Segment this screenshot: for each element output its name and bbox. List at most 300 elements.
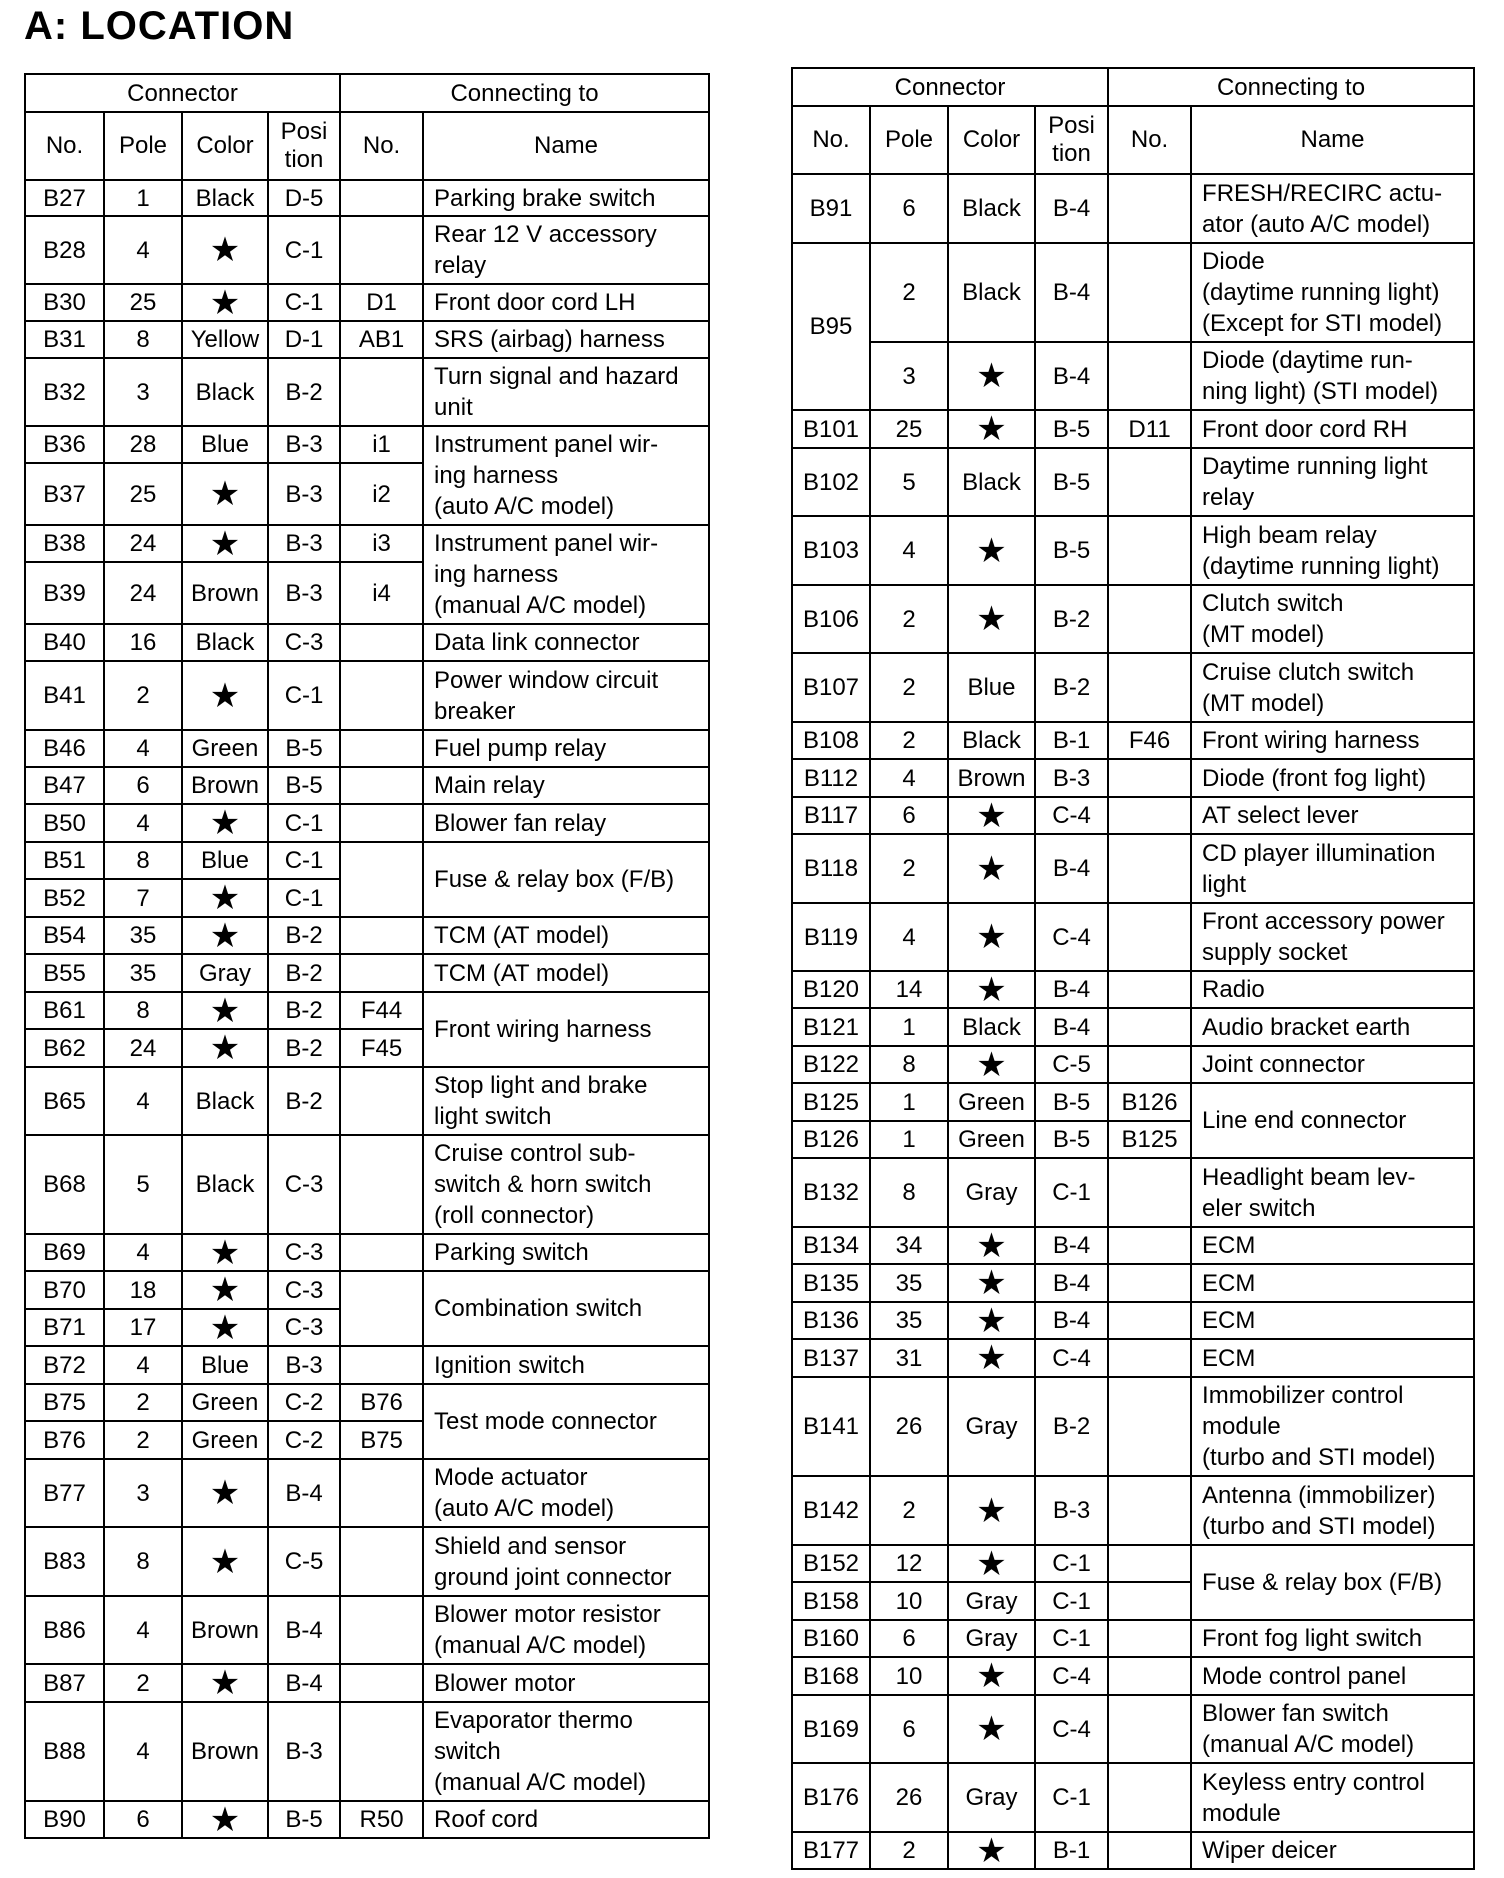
table-row (792, 971, 1474, 1008)
table-row (792, 1083, 1474, 1121)
color-cell: Brown (182, 767, 268, 804)
connecting-name-cell: Ignition switch (423, 1346, 709, 1384)
position-cell: C-3 (268, 1135, 340, 1234)
connecting-no-cell (1108, 834, 1191, 903)
table-row (25, 730, 709, 767)
color-cell: Brown (182, 1702, 268, 1801)
connecting-no-cell (340, 730, 423, 767)
connector-no-cell: B88 (25, 1702, 104, 1801)
position-cell: C-4 (1035, 903, 1108, 971)
position-cell: B-2 (268, 1067, 340, 1135)
table-row (25, 767, 709, 804)
header-connector: Connector (792, 68, 1108, 106)
position-cell: B-4 (1035, 971, 1108, 1008)
table-row (792, 410, 1474, 448)
position-cell: B-2 (268, 917, 340, 954)
position-cell: B-2 (1035, 653, 1108, 722)
connecting-no-cell (1108, 1832, 1191, 1869)
connecting-no-cell (1108, 174, 1191, 243)
connecting-no-cell (1108, 903, 1191, 971)
connecting-no-cell (340, 1271, 423, 1346)
position-cell: B-4 (1035, 834, 1108, 903)
position-cell: B-3 (268, 562, 340, 624)
connecting-name-cell: Stop light and brake light switch (423, 1067, 709, 1135)
connecting-name-cell: SRS (airbag) harness (423, 321, 709, 358)
connecting-name-cell: Instrument panel wir- ing harness (auto A/C model) (423, 426, 709, 525)
color-cell: Gray (948, 1377, 1035, 1476)
connecting-name-cell: ECM (1191, 1339, 1474, 1377)
color-star-cell: ★ (948, 1339, 1035, 1377)
connector-no-cell: B141 (792, 1377, 870, 1476)
connecting-name-cell: Rear 12 V accessory relay (423, 216, 709, 284)
color-cell: Black (182, 180, 268, 216)
position-cell: C-1 (268, 661, 340, 730)
connecting-no-cell (1108, 342, 1191, 410)
position-cell: C-1 (1035, 1763, 1108, 1832)
connector-no-cell: B72 (25, 1346, 104, 1384)
color-star-cell: ★ (182, 463, 268, 525)
color-cell: Green (182, 1421, 268, 1459)
connector-no-cell: B39 (25, 562, 104, 624)
position-cell: B-3 (268, 525, 340, 562)
position-cell: C-4 (1035, 1695, 1108, 1763)
header-connector: Connector (25, 74, 340, 112)
connector-no-cell: B61 (25, 992, 104, 1029)
connecting-name-cell: ECM (1191, 1264, 1474, 1302)
connector-no-cell: B106 (792, 585, 870, 653)
connector-no-cell: B62 (25, 1029, 104, 1067)
connector-no-cell: B46 (25, 730, 104, 767)
color-cell: Gray (948, 1158, 1035, 1227)
connecting-no-cell: F45 (340, 1029, 423, 1067)
color-star-cell: ★ (948, 1046, 1035, 1083)
table-row (25, 358, 709, 426)
color-star-cell: ★ (948, 1302, 1035, 1339)
connecting-name-cell: Diode (front fog light) (1191, 759, 1474, 797)
position-cell: B-4 (268, 1664, 340, 1702)
table-row (792, 1046, 1474, 1083)
pole-cell: 12 (870, 1545, 948, 1582)
pole-cell: 4 (870, 759, 948, 797)
pole-cell: 3 (104, 1459, 182, 1527)
connector-table-right (791, 67, 1475, 1870)
header-name: Name (423, 112, 709, 180)
connecting-name-cell: Mode actuator (auto A/C model) (423, 1459, 709, 1527)
pole-cell: 8 (104, 842, 182, 879)
connecting-name-cell: Blower fan relay (423, 804, 709, 842)
position-cell: B-2 (1035, 1377, 1108, 1476)
table-row (792, 174, 1474, 243)
position-cell: B-5 (1035, 410, 1108, 448)
connector-no-cell: B69 (25, 1234, 104, 1271)
pole-cell: 8 (104, 1527, 182, 1596)
color-star-cell: ★ (948, 1695, 1035, 1763)
header-color: Color (948, 106, 1035, 174)
color-cell: Green (182, 730, 268, 767)
color-star-cell: ★ (182, 1527, 268, 1596)
pole-cell: 4 (104, 1346, 182, 1384)
connecting-no-cell (340, 624, 423, 661)
position-cell: B-3 (1035, 759, 1108, 797)
connecting-name-cell: Diode (daytime running light) (Except for STI model) (1191, 243, 1474, 342)
table-row (25, 216, 709, 284)
position-cell: B-2 (268, 1029, 340, 1067)
connecting-no-cell: i1 (340, 426, 423, 463)
position-cell: B-3 (268, 1702, 340, 1801)
connector-no-cell: B119 (792, 903, 870, 971)
color-star-cell: ★ (948, 516, 1035, 585)
connecting-no-cell (1108, 1264, 1191, 1302)
color-star-cell: ★ (182, 1801, 268, 1838)
connecting-no-cell (340, 1527, 423, 1596)
connecting-no-cell (340, 767, 423, 804)
pole-cell: 4 (104, 1067, 182, 1135)
connecting-no-cell (340, 358, 423, 426)
pole-cell: 24 (104, 562, 182, 624)
pole-cell: 35 (870, 1302, 948, 1339)
position-cell: C-1 (1035, 1545, 1108, 1582)
table-row (792, 1008, 1474, 1046)
color-star-cell: ★ (182, 992, 268, 1029)
connecting-no-cell: B126 (1108, 1083, 1191, 1121)
table-row (25, 1384, 709, 1421)
color-cell: Brown (182, 1596, 268, 1664)
connector-no-cell: B126 (792, 1121, 870, 1158)
connector-no-cell: B75 (25, 1384, 104, 1421)
table-row (792, 1545, 1474, 1582)
pole-cell: 5 (104, 1135, 182, 1234)
connecting-no-cell: D11 (1108, 410, 1191, 448)
table-row (792, 243, 1474, 342)
pole-cell: 4 (104, 1702, 182, 1801)
color-cell: Brown (182, 562, 268, 624)
connector-no-cell: B91 (792, 174, 870, 243)
pole-cell: 34 (870, 1227, 948, 1264)
color-star-cell: ★ (182, 917, 268, 954)
pole-cell: 26 (870, 1763, 948, 1832)
connector-no-cell: B68 (25, 1135, 104, 1234)
connecting-no-cell: B76 (340, 1384, 423, 1421)
color-cell: Gray (948, 1620, 1035, 1657)
header-color: Color (182, 112, 268, 180)
position-cell: B-5 (1035, 1121, 1108, 1158)
color-cell: Black (182, 1135, 268, 1234)
connecting-no-cell (340, 1702, 423, 1801)
color-star-cell: ★ (948, 585, 1035, 653)
header-pole: Pole (104, 112, 182, 180)
color-star-cell: ★ (182, 1309, 268, 1346)
connecting-no-cell (340, 1067, 423, 1135)
pole-cell: 4 (870, 903, 948, 971)
connecting-name-cell: ECM (1191, 1302, 1474, 1339)
color-cell: Blue (182, 842, 268, 879)
connecting-name-cell: Main relay (423, 767, 709, 804)
connecting-no-cell (1108, 1227, 1191, 1264)
pole-cell: 6 (870, 1695, 948, 1763)
table-row (792, 516, 1474, 585)
position-cell: B-2 (268, 954, 340, 992)
position-cell: C-1 (268, 879, 340, 917)
color-cell: Yellow (182, 321, 268, 358)
pole-cell: 18 (104, 1271, 182, 1309)
connecting-no-cell (1108, 516, 1191, 585)
connecting-no-cell (340, 1234, 423, 1271)
connector-no-cell: B54 (25, 917, 104, 954)
connector-no-cell: B27 (25, 180, 104, 216)
color-cell: Black (948, 243, 1035, 342)
pole-cell: 2 (104, 661, 182, 730)
connector-no-cell: B121 (792, 1008, 870, 1046)
color-star-cell: ★ (182, 1459, 268, 1527)
pole-cell: 4 (104, 1234, 182, 1271)
pole-cell: 6 (870, 797, 948, 834)
connecting-no-cell: F44 (340, 992, 423, 1029)
connector-no-cell: B40 (25, 624, 104, 661)
connector-no-cell: B90 (25, 1801, 104, 1838)
position-cell: B-5 (268, 1801, 340, 1838)
color-star-cell: ★ (948, 410, 1035, 448)
table-row (25, 1135, 709, 1234)
position-cell: B-3 (268, 426, 340, 463)
position-cell: C-5 (268, 1527, 340, 1596)
connector-no-cell: B71 (25, 1309, 104, 1346)
position-cell: B-4 (1035, 243, 1108, 342)
connecting-name-cell: Audio bracket earth (1191, 1008, 1474, 1046)
connecting-no-cell (1108, 1046, 1191, 1083)
position-cell: C-1 (268, 284, 340, 321)
color-star-cell: ★ (182, 1664, 268, 1702)
connecting-name-cell: Blower fan switch (manual A/C model) (1191, 1695, 1474, 1763)
connecting-no-cell: i2 (340, 463, 423, 525)
position-cell: B-2 (1035, 585, 1108, 653)
connecting-name-cell: Diode (daytime run- ning light) (STI model) (1191, 342, 1474, 410)
connecting-name-cell: TCM (AT model) (423, 917, 709, 954)
connector-no-cell: B65 (25, 1067, 104, 1135)
connecting-no-cell: D1 (340, 284, 423, 321)
connector-no-cell: B101 (792, 410, 870, 448)
position-cell: C-3 (268, 1234, 340, 1271)
connecting-name-cell: Fuse & relay box (F/B) (1191, 1545, 1474, 1620)
table-row (792, 1476, 1474, 1545)
pole-cell: 4 (104, 804, 182, 842)
color-star-cell: ★ (948, 1264, 1035, 1302)
position-cell: B-5 (268, 730, 340, 767)
color-star-cell: ★ (948, 1476, 1035, 1545)
connector-no-cell: B28 (25, 216, 104, 284)
table-row (25, 917, 709, 954)
table-row (25, 1346, 709, 1384)
connector-no-cell: B51 (25, 842, 104, 879)
position-cell: C-3 (268, 1271, 340, 1309)
connector-table-left (24, 73, 710, 1839)
connector-no-cell: B132 (792, 1158, 870, 1227)
connecting-no-cell (1108, 1339, 1191, 1377)
pole-cell: 10 (870, 1657, 948, 1695)
connecting-no-cell (340, 954, 423, 992)
table-row (792, 834, 1474, 903)
table-row (792, 1832, 1474, 1869)
position-cell: B-1 (1035, 1832, 1108, 1869)
connector-no-cell: B108 (792, 722, 870, 759)
pole-cell: 6 (104, 767, 182, 804)
position-cell: B-1 (1035, 722, 1108, 759)
connector-no-cell: B87 (25, 1664, 104, 1702)
connecting-name-cell: Test mode connector (423, 1384, 709, 1459)
pole-cell: 17 (104, 1309, 182, 1346)
connector-no-cell: B120 (792, 971, 870, 1008)
table-row (792, 903, 1474, 971)
pole-cell: 25 (104, 284, 182, 321)
pole-cell: 35 (870, 1264, 948, 1302)
position-cell: B-4 (1035, 174, 1108, 243)
header-no: No. (25, 112, 104, 180)
connecting-no-cell: i4 (340, 562, 423, 624)
pole-cell: 2 (870, 1832, 948, 1869)
connecting-name-cell: High beam relay (daytime running light) (1191, 516, 1474, 585)
color-star-cell: ★ (948, 1657, 1035, 1695)
pole-cell: 2 (870, 834, 948, 903)
color-star-cell: ★ (948, 971, 1035, 1008)
connector-no-cell: B169 (792, 1695, 870, 1763)
color-star-cell: ★ (948, 1227, 1035, 1264)
connecting-no-cell (1108, 1695, 1191, 1763)
position-cell: C-3 (268, 624, 340, 661)
table-row (25, 661, 709, 730)
connecting-name-cell: Cruise clutch switch (MT model) (1191, 653, 1474, 722)
color-star-cell: ★ (182, 1271, 268, 1309)
table-row (792, 585, 1474, 653)
position-cell: D-1 (268, 321, 340, 358)
connecting-name-cell: Immobilizer control module (turbo and STI model) (1191, 1377, 1474, 1476)
position-cell: C-4 (1035, 797, 1108, 834)
connecting-name-cell: Line end connector (1191, 1083, 1474, 1158)
connector-no-cell: B122 (792, 1046, 870, 1083)
connecting-no-cell (340, 842, 423, 917)
connector-no-cell: B125 (792, 1083, 870, 1121)
connector-no-cell: B31 (25, 321, 104, 358)
table-row (792, 653, 1474, 722)
pole-cell: 8 (104, 321, 182, 358)
connecting-name-cell: Instrument panel wir- ing harness (manual A/C model) (423, 525, 709, 624)
pole-cell: 1 (870, 1083, 948, 1121)
connecting-name-cell: Blower motor resistor (manual A/C model) (423, 1596, 709, 1664)
pole-cell: 24 (104, 525, 182, 562)
pole-cell: 6 (870, 1620, 948, 1657)
table-row (25, 525, 709, 562)
connecting-name-cell: AT select lever (1191, 797, 1474, 834)
position-cell: B-3 (268, 463, 340, 525)
connecting-no-cell (1108, 653, 1191, 722)
position-cell: C-5 (1035, 1046, 1108, 1083)
connector-no-cell: B47 (25, 767, 104, 804)
header-connecting-to: Connecting to (340, 74, 709, 112)
connecting-name-cell: Mode control panel (1191, 1657, 1474, 1695)
pole-cell: 28 (104, 426, 182, 463)
connecting-name-cell: Headlight beam lev- eler switch (1191, 1158, 1474, 1227)
position-cell: C-1 (1035, 1582, 1108, 1620)
connecting-name-cell: Front door cord LH (423, 284, 709, 321)
connector-no-cell: B168 (792, 1657, 870, 1695)
connecting-name-cell: Combination switch (423, 1271, 709, 1346)
color-cell: Blue (182, 426, 268, 463)
connector-no-cell: B55 (25, 954, 104, 992)
connecting-name-cell: CD player illumination light (1191, 834, 1474, 903)
position-cell: D-5 (268, 180, 340, 216)
table-row (25, 1271, 709, 1309)
connecting-no-cell (1108, 1302, 1191, 1339)
position-cell: C-1 (268, 216, 340, 284)
connecting-name-cell: ECM (1191, 1227, 1474, 1264)
page-title: A: LOCATION (24, 4, 295, 48)
position-cell: C-2 (268, 1384, 340, 1421)
table-row (25, 180, 709, 216)
position-cell: B-4 (268, 1459, 340, 1527)
color-cell: Green (948, 1121, 1035, 1158)
table-row (792, 1377, 1474, 1476)
position-cell: B-4 (1035, 1227, 1108, 1264)
connecting-no-cell (1108, 759, 1191, 797)
pole-cell: 6 (104, 1801, 182, 1838)
connecting-name-cell: Shield and sensor ground joint connector (423, 1527, 709, 1596)
connector-no-cell: B37 (25, 463, 104, 525)
connector-no-cell: B70 (25, 1271, 104, 1309)
connector-no-cell: B152 (792, 1545, 870, 1582)
table-row (25, 842, 709, 879)
position-cell: B-5 (1035, 1083, 1108, 1121)
pole-cell: 4 (870, 516, 948, 585)
table-row (792, 1302, 1474, 1339)
connecting-no-cell (340, 1596, 423, 1664)
pole-cell: 2 (870, 722, 948, 759)
connecting-no-cell (340, 1346, 423, 1384)
header-connecting-to: Connecting to (1108, 68, 1474, 106)
connecting-name-cell: TCM (AT model) (423, 954, 709, 992)
connector-no-cell: B134 (792, 1227, 870, 1264)
table-row (792, 1158, 1474, 1227)
color-star-cell: ★ (948, 342, 1035, 410)
connecting-no-cell (1108, 1763, 1191, 1832)
connector-no-cell: B86 (25, 1596, 104, 1664)
table-row (792, 1264, 1474, 1302)
connecting-name-cell: Front fog light switch (1191, 1620, 1474, 1657)
connecting-no-cell: B75 (340, 1421, 423, 1459)
color-cell: Black (948, 1008, 1035, 1046)
connecting-no-cell (340, 216, 423, 284)
table-row (792, 1695, 1474, 1763)
connector-no-cell: B50 (25, 804, 104, 842)
connector-no-cell: B118 (792, 834, 870, 903)
table-row (25, 1527, 709, 1596)
table-row (25, 954, 709, 992)
connecting-no-cell (1108, 1545, 1191, 1582)
connector-no-cell: B76 (25, 1421, 104, 1459)
pole-cell: 3 (870, 342, 948, 410)
color-star-cell: ★ (948, 903, 1035, 971)
color-star-cell: ★ (182, 216, 268, 284)
connecting-name-cell: Daytime running light relay (1191, 448, 1474, 516)
connecting-no-cell (1108, 971, 1191, 1008)
connecting-name-cell: Turn signal and hazard unit (423, 358, 709, 426)
connector-no-cell: B52 (25, 879, 104, 917)
connecting-name-cell: Parking switch (423, 1234, 709, 1271)
table-row (25, 321, 709, 358)
connecting-name-cell: Fuse & relay box (F/B) (423, 842, 709, 917)
color-cell: Blue (948, 653, 1035, 722)
pole-cell: 26 (870, 1377, 948, 1476)
connecting-no-cell (1108, 1377, 1191, 1476)
connecting-name-cell: Radio (1191, 971, 1474, 1008)
connector-no-cell: B95 (792, 243, 870, 410)
